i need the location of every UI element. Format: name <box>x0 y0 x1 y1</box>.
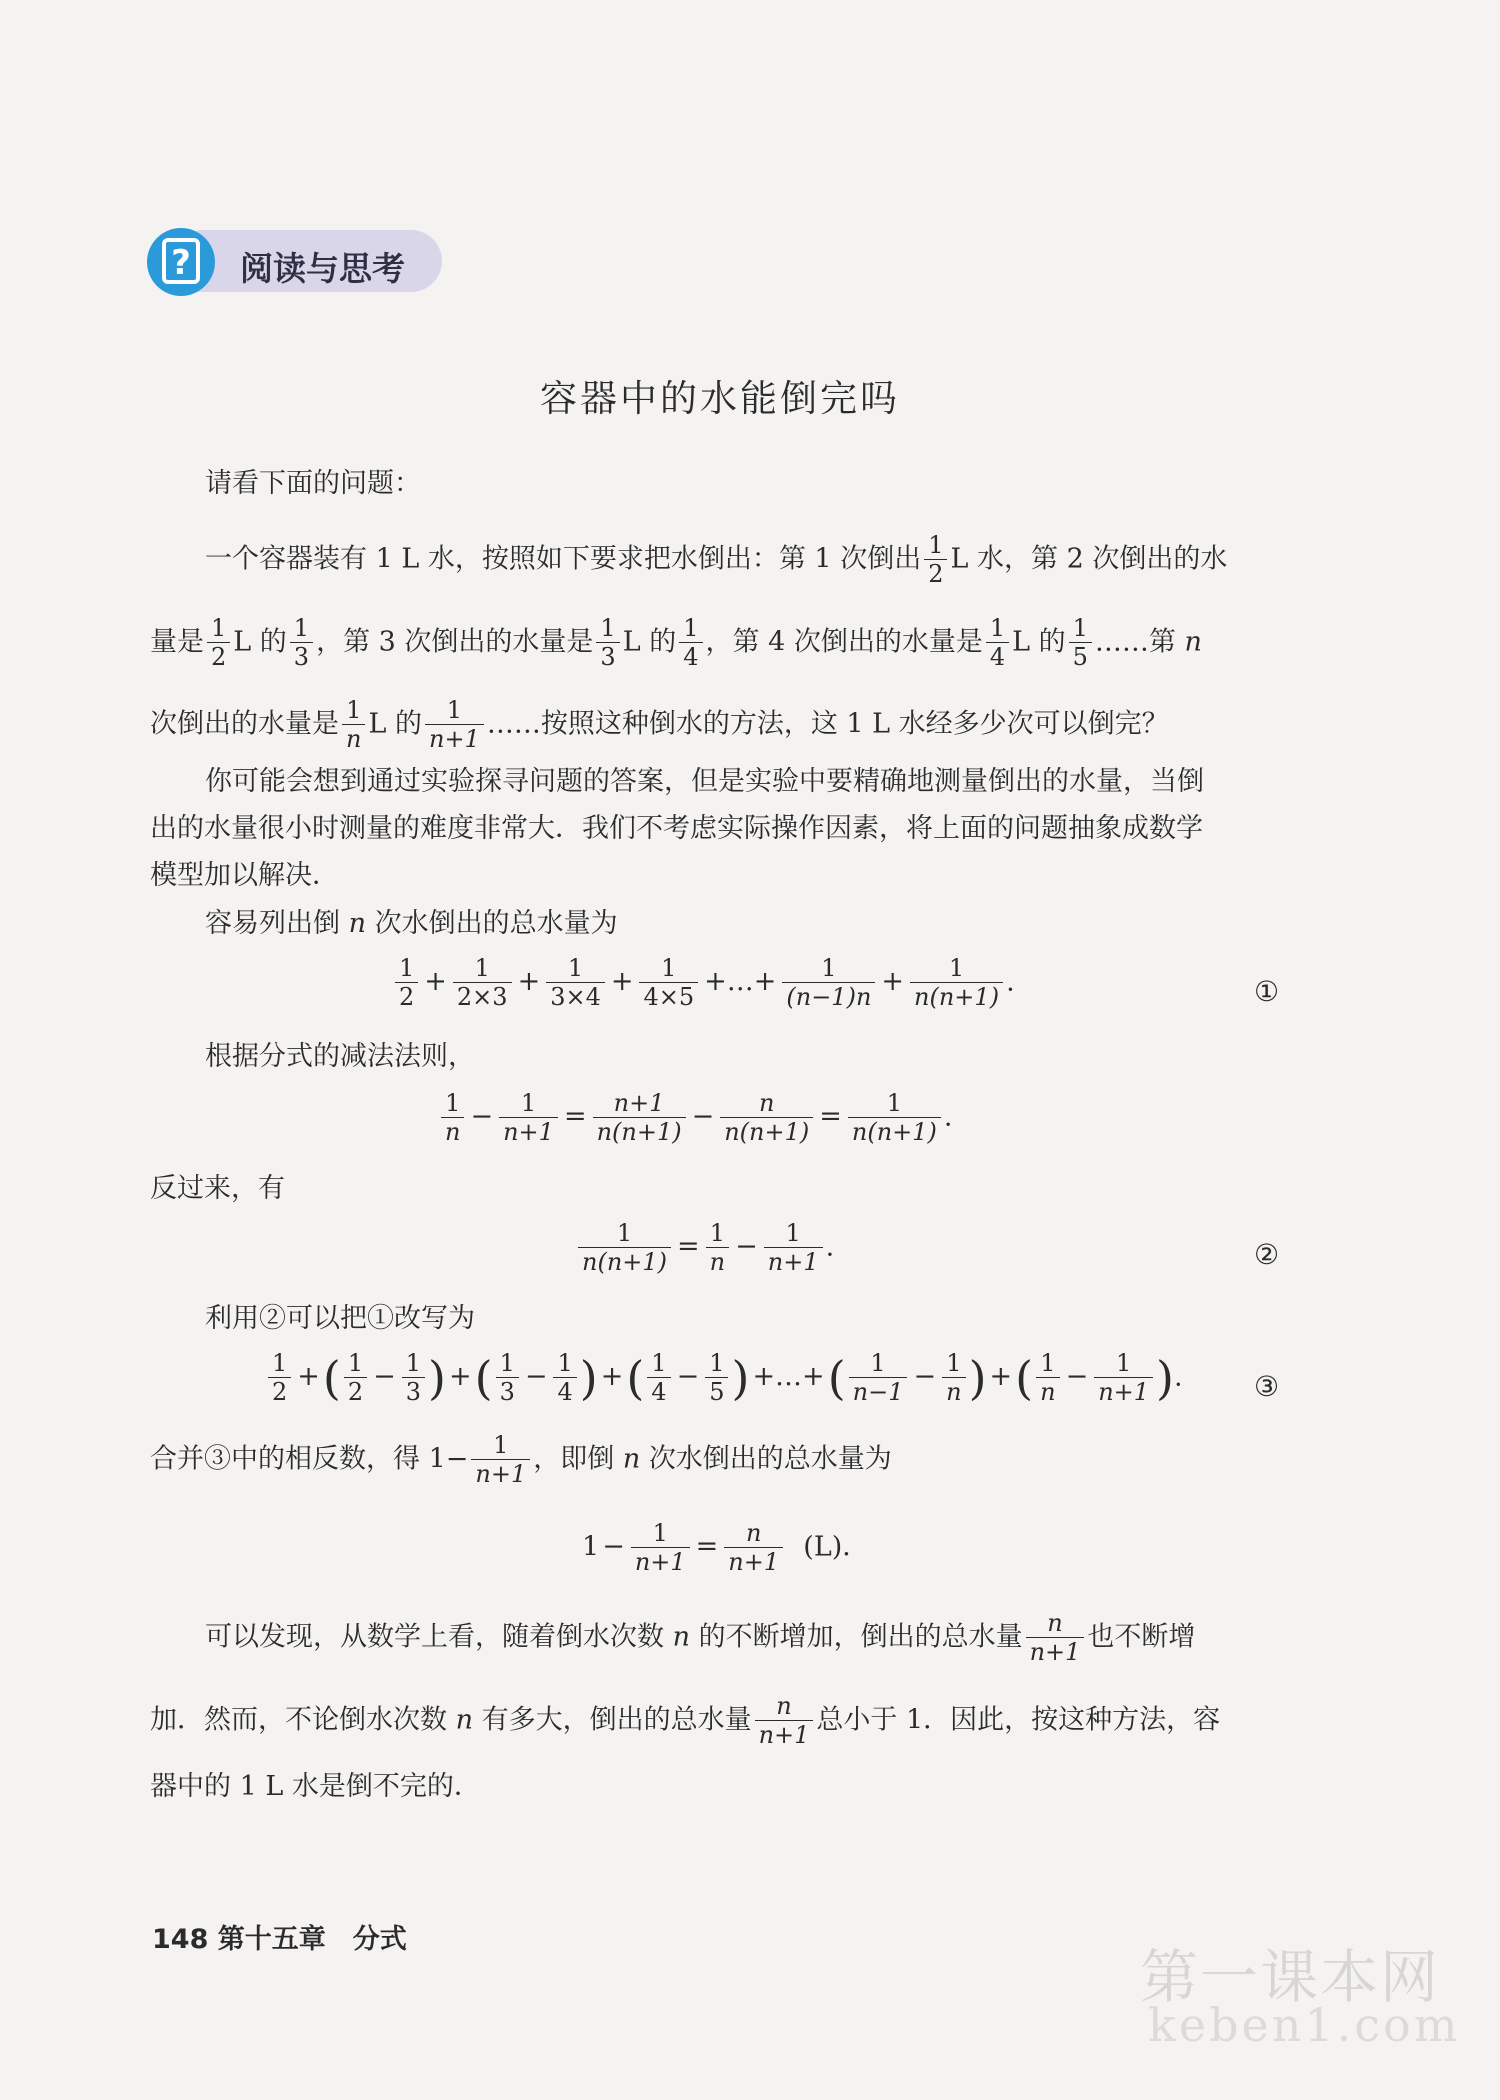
svg-text:?: ? <box>171 243 191 283</box>
equation-label-1: ① <box>1254 975 1280 1008</box>
chapter-label: 第十五章 分式 <box>217 1924 407 1955</box>
section-badge-label: 阅读与思考 <box>240 249 405 288</box>
watermark-line1: 第一课本网 <box>1140 1943 1441 2011</box>
paragraph-observe-line2: 加．然而，不论倒水次数 n 有多大，倒出的总水量 $\frac{n}{n+1}$ 总小于 1．因此，按这种方法，容 <box>150 1692 1221 1750</box>
fraction: $\frac{1}{2}$ <box>924 532 947 588</box>
paragraph-explain-line2: 出的水量很小时测量的难度非常大．我们不考虑实际操作因素，将上面的问题抽象成数学 <box>150 813 1203 844</box>
equation-subtraction: $\frac{1}{n}$ − $\frac{1}{n+1}$ = $\frac{n+1}{n(n+1)}$ − $\frac{n}{n(n+1)}$ = $\frac{1}{n(n+1)}$ . <box>438 1090 953 1146</box>
page-number: 148 <box>152 1924 209 1955</box>
paragraph-subtraction-rule: 根据分式的减法法则， <box>205 1041 475 1072</box>
paragraph-intro: 请看下面的问题： <box>205 468 421 499</box>
paragraph-explain-line1: 你可能会想到通过实验探寻问题的答案，但是实验中要精确地测量倒出的水量，当倒 <box>205 766 1204 797</box>
paragraph-conversely: 反过来，有 <box>150 1173 285 1204</box>
paragraph-observe-line1: 可以发现，从数学上看，随着倒水次数 n 的不断增加，倒出的总水量 $\frac{n}{n+1}$ 也不断增 <box>205 1609 1196 1667</box>
question-icon <box>147 228 215 296</box>
paragraph-combine: 合并③中的相反数，得 1− $\frac{1}{n+1}$ ，即倒 n 次水倒出的总水量为 <box>150 1431 892 1489</box>
equation-label-3: ③ <box>1254 1370 1280 1403</box>
paragraph-problem-line2: 量是 $\frac{1}{2}$ L 的 $\frac{1}{3}$ ，第 3 次倒出的水量是 $\frac{1}{3}$ L 的 $\frac{1}{4}$ ，第 4 次倒出的水量是 $\frac{1}{4}$ L 的 $\frac{1}{5}$ ……第 n <box>150 614 1202 672</box>
page-title: 容器中的水能倒完吗 <box>540 377 900 420</box>
page-footer <box>152 1917 407 1956</box>
paragraph-explain-line3: 模型加以解决． <box>150 860 339 891</box>
equation-2: $\frac{1}{n(n+1)}$ = $\frac{1}{n}$ − $\frac{1}{n+1}$ . <box>575 1220 834 1276</box>
equation-label-2: ② <box>1254 1238 1280 1271</box>
paragraph-problem-line1: 一个容器装有 1 L 水，按照如下要求把水倒出：第 1 次倒出 $\frac{1}{2}$ L 水，第 2 次倒出的水 <box>205 531 1228 589</box>
paragraph-conclusion: 器中的 1 L 水是倒不完的． <box>150 1771 481 1802</box>
equation-1: $\frac{1}{2}$ + $\frac{1}{2\times 3}$ + $\frac{1}{3\times 4}$ + $\frac{1}{4\times 5}$ +…+ $\frac{1}{(n-1)n}$ + $\frac{1}{n(n+1)}$ . <box>392 955 1015 1011</box>
equation-final: 1 − $\frac{1}{n+1}$ = $\frac{n}{n+1}$ (L)． <box>582 1519 870 1577</box>
paragraph-total: 容易列出倒 n 次水倒出的总水量为 <box>205 908 618 939</box>
paragraph-problem-line3: 次倒出的水量是 $\frac{1}{n}$ L 的 $\frac{1}{n+1}$ ……按照这种倒水的方法，这 1 L 水经多少次可以倒完？ <box>150 696 1169 754</box>
paragraph-rewrite: 利用②可以把①改写为 <box>205 1303 475 1334</box>
watermark-line2: keben1.com <box>1148 1998 1461 2052</box>
equation-3: $\frac{1}{2}$ +( $\frac{1}{2}$ − $\frac{1}{3}$ ) +( $\frac{1}{3}$ − $\frac{1}{4}$ ) +( $\frac{1}{4}$ − $\frac{1}{5}$ ) +…+( $\frac{1}{n-1}$ − $\frac{1}{n}$ ) +( $\frac{1}{n}$ − $\frac{1}{n+1}$ ). <box>265 1350 1183 1406</box>
